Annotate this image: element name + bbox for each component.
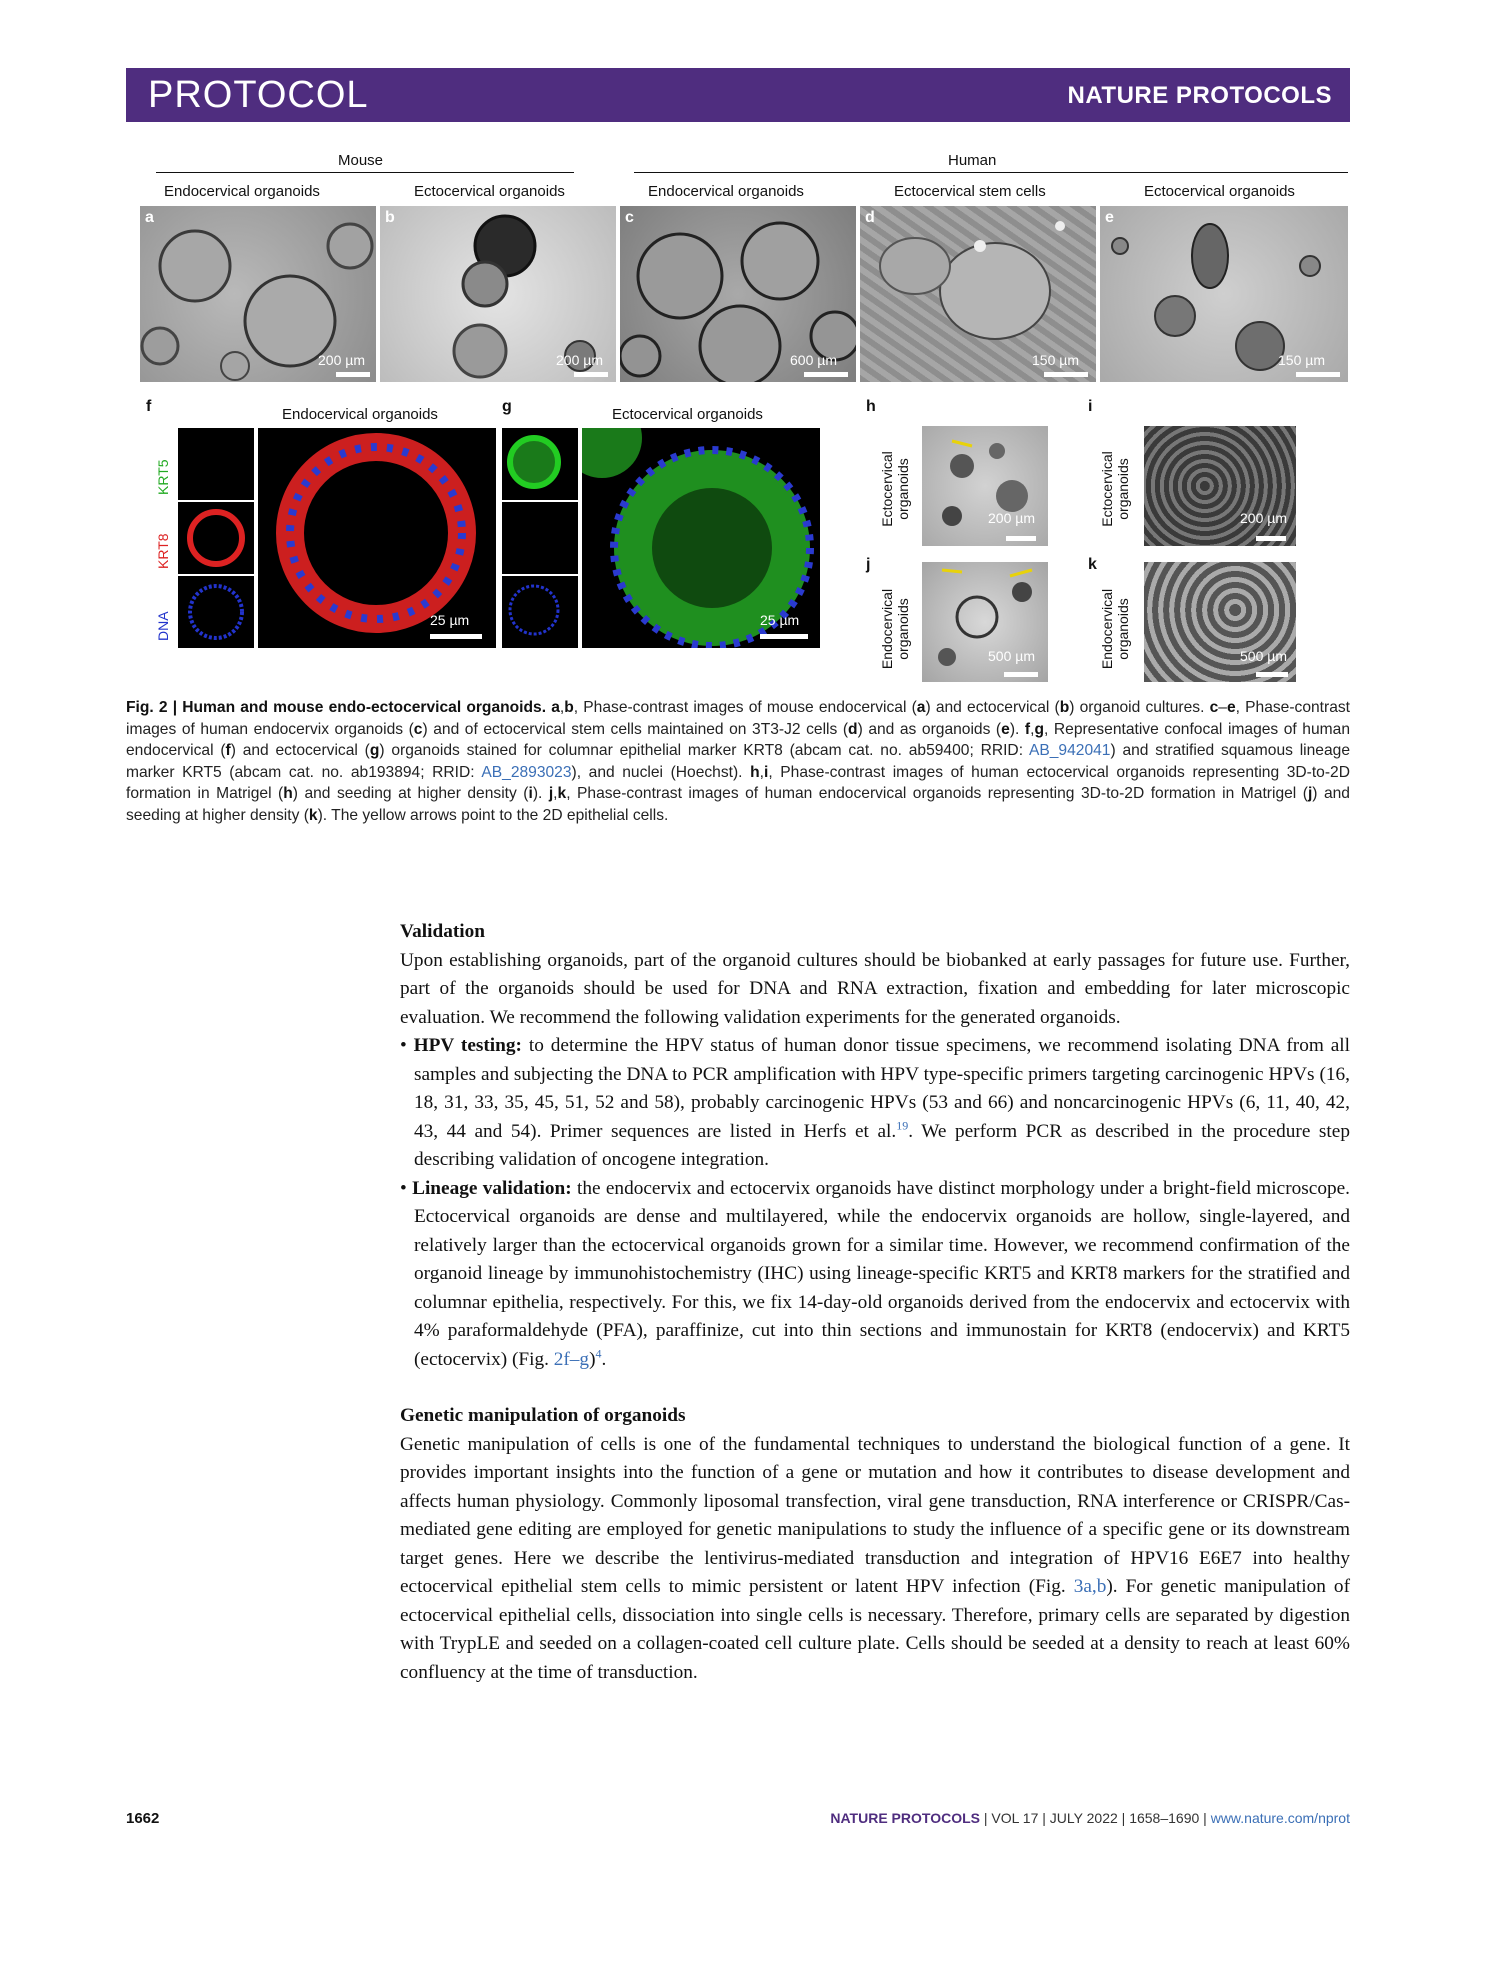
ring-illustration: [502, 576, 578, 648]
title-a: Endocervical organoids: [164, 183, 320, 200]
rrid-link[interactable]: AB_942041: [1028, 742, 1111, 759]
rrid-link[interactable]: AB_2893023: [481, 763, 572, 781]
panel-i-image: [1144, 426, 1296, 546]
g-dna-image: [502, 576, 578, 648]
side-label-line: Endocervical: [1099, 588, 1115, 670]
section-heading-validation: Validation: [400, 921, 486, 942]
scale-label: 500 µm: [988, 648, 1035, 664]
scale-bar: [760, 634, 808, 639]
scale-label: 200 µm: [556, 352, 603, 368]
footer-journal: NATURE PROTOCOLS: [830, 1810, 980, 1826]
figure-link[interactable]: 2f–g: [553, 1348, 590, 1370]
footer-date: JULY 2022: [1049, 1810, 1118, 1826]
scale-bar: [804, 372, 848, 377]
caption-label: Fig. 2 | Human and mouse endo-ectocervical organoids.: [126, 699, 547, 716]
panel-letter: c: [625, 209, 634, 226]
organoid-illustration: [922, 426, 1048, 546]
caption-text: ) and of ectocervical stem cells maintained on 3T3-J2 cells (: [422, 720, 849, 738]
group-rule-mouse: [156, 172, 574, 173]
scale-bar: [1006, 536, 1036, 541]
panel-letter: d: [865, 209, 875, 226]
title-f: Endocervical organoids: [282, 406, 438, 423]
body-text: [400, 918, 1350, 1687]
bullet-text: . We perform PCR as described in the procedure step describing validation of oncogene integration.: [414, 1120, 1350, 1170]
panel-h-image: [922, 426, 1048, 546]
title-g: Ectocervical organoids: [612, 406, 763, 423]
channel-dna: DNA: [155, 611, 171, 641]
caption-text: ) organoids stained for columnar epithelial marker KRT8 (abcam cat. no. ab59400; RRID:: [379, 742, 1029, 759]
bullet-text: the endocervix and ectocervix organoids have distinct morphology under a bright-field microscope. Ectocervical organoids are dense and multilayered, while the endocervix organoids are hollow, single-layered, and relatively larger than the ectocervical organoids grown for a similar time. However, we recommend confirmation of the organoid lineage by immunohistochemistry (IHC) using lineage-specific KRT5 and KRT8 markers for the stratified and columnar epithelia, respectively. For this, we fix 14-day-old organoids derived from the endocervix and ectocervix with 4% paraformaldehyde (PFA), paraffinize, cut into thin sections and immunostain for KRT8 (endocervix) and KRT5 (ectocervix) (Fig.: [414, 1177, 1350, 1370]
letter-g: g: [502, 398, 512, 415]
scale-label: 25 µm: [430, 612, 470, 628]
side-label-line: organoids: [895, 598, 911, 660]
f-krt8-image: [178, 502, 254, 574]
side-label-line: organoids: [1115, 598, 1131, 660]
bullet-lineage: • Lineage validation: the endocervix and ectocervix organoids have distinct morphology under a bright-field microscope. Ectocervical organoids are dense and multilayered, while the endocervix organoids are hollow, single-layered, and relatively larger than the ectocervical organoids grown for a similar time. However, we recommend confirmation of the organoid lineage by immunohistochemistry (IHC) using lineage-specific KRT5 and KRT8 markers for the stratified and columnar epithelia, respectively. For this, we fix 14-day-old organoids derived from the endocervix and ectocervix with 4% paraformaldehyde (PFA), paraffinize, cut into thin sections and immunostain for KRT8 (endocervix) and KRT5 (ectocervix) (Fig. 2f–g)$^4$.: [400, 1177, 1350, 1370]
f-krt5-image: [178, 428, 254, 500]
side-label-j: [879, 579, 913, 679]
g-krt8-image: [502, 502, 578, 574]
caption-text: ) and as organoids (: [857, 720, 1002, 738]
panel-j-image: [922, 562, 1048, 682]
scale-label: 150 µm: [1278, 352, 1325, 368]
bullet-text: ): [589, 1348, 596, 1370]
title-b: Ectocervical organoids: [414, 183, 565, 200]
ring-illustration: [178, 502, 254, 574]
bullet-text: to determine the HPV status of human donor tissue specimens, we recommend isolating DNA from all samples and subjecting the DNA to PCR amplification with HPV type-specific primers targeting carcinogenic HPVs (16, 18, 31, 33, 35, 45, 51, 52 and 58), probably carcinogenic HPVs (53 and 66) and noncarcinogenic HPVs (6, 11, 40, 42, 43, 44 and 54). Primer sequences are listed in Herfs et al.: [414, 1035, 1350, 1142]
page-number: 1662: [126, 1810, 160, 1827]
reference-link[interactable]: 4: [595, 1346, 602, 1361]
panel-b-image: [380, 206, 616, 382]
footer-citation: NATURE PROTOCOLS | VOL 17 | JULY 2022 | 1658–1690 | www.nature.com/nprot: [830, 1810, 1350, 1826]
bullet-label: HPV testing:: [413, 1035, 522, 1056]
scale-bar: [1044, 372, 1088, 377]
scale-bar: [336, 372, 370, 377]
group-rule-human: [634, 172, 1348, 173]
footer-volume: VOL 17: [991, 1810, 1039, 1826]
scale-bar: [1004, 672, 1038, 677]
scale-label: 500 µm: [1240, 648, 1287, 664]
ring-illustration: [502, 428, 578, 500]
g-merge-image: [582, 428, 820, 648]
side-label-k: [1099, 579, 1133, 679]
bullet-hpv: • HPV testing: to determine the HPV status of human donor tissue specimens, we recommend isolating DNA from all samples and subjecting the DNA to PCR amplification with HPV type-specific primers targeting carcinogenic HPVs (16, 18, 31, 33, 35, 45, 51, 52 and 58), probably carcinogenic HPVs (53 and 66) and noncarcinogenic HPVs (6, 11, 40, 42, 43, 44 and 54). Primer sequences are listed in Herfs et al.$^{19}$. We perform PCR as described in the procedure step describing validation of oncogene integration.: [400, 1035, 1350, 1170]
scale-bar: [574, 372, 608, 377]
panel-letter: a: [145, 209, 154, 226]
section-heading-genetic: Genetic manipulation of organoids: [400, 1405, 686, 1426]
page-header: [126, 68, 1350, 122]
bullet-label: Lineage validation:: [412, 1177, 572, 1199]
side-label-line: Endocervical: [879, 588, 895, 670]
panel-e-image: [1100, 206, 1348, 382]
scale-label: 25 µm: [760, 612, 800, 628]
g-krt5-image: [502, 428, 578, 500]
caption-text: ) and stratified squamous lineage marker KRT5 (abcam cat. no. ab193894; RRID:: [126, 742, 1350, 781]
f-dna-image: [178, 576, 254, 648]
scale-bar: [430, 634, 482, 639]
channel-krt8: KRT8: [155, 533, 171, 569]
section-label: PROTOCOL: [148, 74, 369, 116]
paragraph: Upon establishing organoids, part of the organoid cultures should be biobanked at early passages for future use. Further, part of the organoids should be used for DNA and RNA extraction, fixation and embedding for later microscopic evaluation. We recommend the following validation experiments for the generated organoids.: [400, 949, 1350, 1028]
title-e: Ectocervical organoids: [1144, 183, 1295, 200]
letter-j: j: [866, 556, 871, 573]
paragraph-text: ). For genetic manipulation of ectocervical epithelial cells, dissociation into single cells is necessary. Therefore, primary cells are separated by digestion with TrypLE and seeded on a collagen-coated cell culture plate. Cells should be seeded at a density to reach at least 60% confluency at the time of transduction.: [400, 1576, 1350, 1683]
side-label-line: organoids: [895, 458, 911, 520]
caption-text: , Phase-contrast images of mouse endocervical (: [573, 699, 917, 716]
caption-text: ) and seeding at higher density (: [126, 785, 1350, 824]
f-merge-image: [258, 428, 496, 648]
title-d: Ectocervical stem cells: [894, 183, 1046, 200]
side-label-line: Ectocervical: [879, 451, 895, 527]
ring-illustration: [178, 576, 254, 648]
caption-text: ) and ectocervical (: [230, 742, 370, 759]
caption-text: ) organoid cultures.: [1069, 699, 1205, 716]
group-label-mouse: Mouse: [338, 152, 384, 169]
caption-text: , Phase-contrast images of human endocervical organoids representing 3D-to-2D formation in Matrigel (: [566, 785, 1308, 802]
side-label-line: Ectocervical: [1099, 451, 1115, 527]
group-label-human: Human: [948, 152, 997, 169]
figure-caption: Fig. 2 | Human and mouse endo-ectocervical organoids. a,b, Phase-contrast images of mouse endocervical (a) and ectocervical (b) organoid cultures. c–e, Phase-contrast images of human endocervix organoids (c) and of ectocervical stem cells maintained on 3T3-J2 cells (d) and as organoids (e). f,g, Representative confocal images of human endocervical (f) and ectocervical (g) organoids stained for columnar epithelial marker KRT8 (abcam cat. no. ab59400; RRID: AB_942041) and stratified squamous lineage marker KRT5 (abcam cat. no. ab193894; RRID: AB_2893023), and nuclei (Hoechst). h,i, Phase-contrast images of human ectocervical organoids representing 3D-to-2D formation in Matrigel (h) and seeding at higher density (i). j,k, Phase-contrast images of human endocervical organoids representing 3D-to-2D formation in Matrigel (j) and seeding at higher density (k). The yellow arrows point to the 2D epithelial cells.: [126, 699, 1351, 824]
paragraph-text: Genetic manipulation of cells is one of the fundamental techniques to understand the biological function of a gene. It provides important insights into the function of a gene or mutation and how it contributes to disease development and affects human physiology. Commonly liposomal transfection, viral gene transduction, RNA interference or CRISPR/Cas-mediated gene editing are employed for genetic manipulations to study the influence of a specific gene or its downstream target genes. Here we describe the lentivirus-mediated transduction and integration of HPV16 E6E7 into healthy ectocervical epithelial stem cells to mimic persistent or latent HPV infection (Fig.: [400, 1433, 1350, 1597]
scale-bar: [1256, 536, 1286, 541]
side-label-h: [879, 439, 913, 539]
panel-k-image: [1144, 562, 1296, 682]
organoid-illustration: [922, 562, 1048, 682]
caption-text: ), and nuclei (Hoechst).: [571, 763, 743, 781]
scale-bar: [1256, 672, 1288, 677]
scale-label: 200 µm: [318, 352, 365, 368]
panel-d-image: [860, 206, 1096, 382]
bullet-text: .: [601, 1348, 607, 1370]
journal-label: NATURE PROTOCOLS: [1067, 82, 1332, 109]
panel-letter: b: [385, 209, 395, 226]
panel-c-image: [620, 206, 856, 382]
side-label-line: organoids: [1115, 458, 1131, 520]
letter-h: h: [866, 398, 876, 415]
scale-bar: [1296, 372, 1340, 377]
scale-label: 200 µm: [1240, 510, 1287, 526]
caption-text: ).: [532, 785, 543, 802]
scale-label: 150 µm: [1032, 352, 1079, 368]
caption-text: , Representative confocal images of human endocervical (: [126, 720, 1350, 759]
letter-f: f: [146, 398, 152, 415]
panel-letter: e: [1105, 209, 1114, 226]
caption-text: , Phase-contrast images of human endocervix organoids (: [126, 699, 1351, 738]
side-label-i: [1099, 439, 1133, 539]
panel-a-image: [140, 206, 376, 382]
channel-krt5: KRT5: [155, 459, 171, 495]
caption-text: ). The yellow arrows point to the 2D epithelial cells.: [317, 806, 669, 824]
footer-pages: 1658–1690: [1129, 1810, 1200, 1826]
letter-k: k: [1088, 556, 1097, 573]
scale-label: 600 µm: [790, 352, 837, 368]
letter-i: i: [1088, 398, 1093, 415]
caption-text: ).: [1009, 720, 1020, 738]
reference-link[interactable]: 19: [896, 1118, 909, 1133]
footer-url[interactable]: www.nature.com/nprot: [1210, 1810, 1350, 1826]
caption-text: , Phase-contrast images of human ectocervical organoids representing 3D-to-2D formation in Matrigel (: [126, 763, 1350, 802]
scale-label: 200 µm: [988, 510, 1035, 526]
paragraph: [400, 1431, 1350, 1688]
caption-text: ) and ectocervical (: [925, 699, 1060, 716]
figure-link[interactable]: 3a,b: [1073, 1576, 1107, 1597]
title-c: Endocervical organoids: [648, 183, 804, 200]
caption-text: ) and seeding at higher density (: [292, 785, 529, 802]
